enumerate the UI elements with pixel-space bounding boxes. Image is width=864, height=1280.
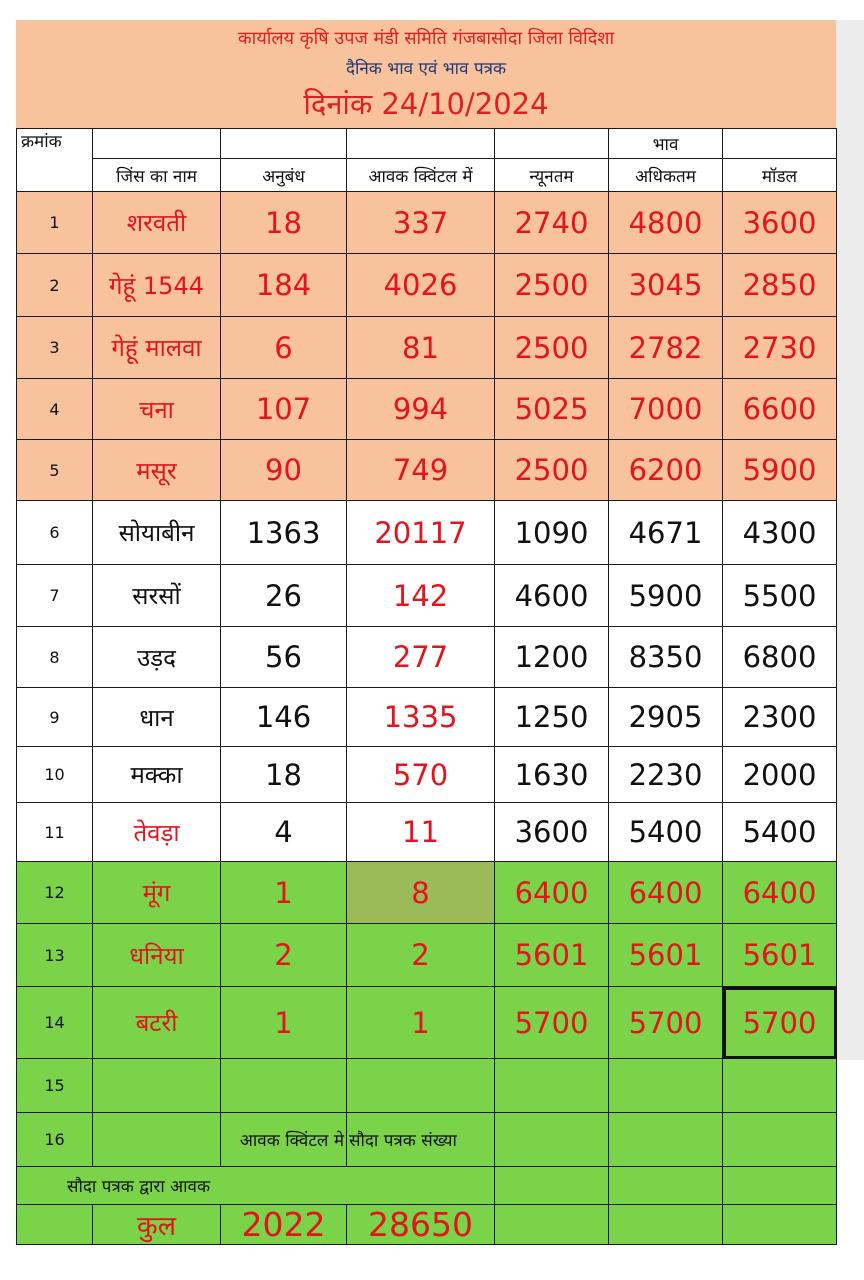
price-sheet xyxy=(16,20,836,1248)
table-row xyxy=(17,627,837,688)
max-price: 2905 xyxy=(609,688,723,747)
max-price: 6400 xyxy=(609,862,723,924)
serial-cell: 9 xyxy=(17,688,93,747)
right-edge-strip xyxy=(836,20,864,1060)
modal-price: 4300 xyxy=(723,501,837,565)
contract-value: 1 xyxy=(221,862,347,924)
table-row xyxy=(17,317,837,379)
arrival-value: 1 xyxy=(347,987,495,1059)
empty-cell xyxy=(609,1205,723,1245)
contract-value: 90 xyxy=(221,440,347,501)
col-modal-header: मॉडल xyxy=(723,159,837,192)
commodity-name: सरसों xyxy=(93,565,221,627)
header-blank xyxy=(93,129,221,159)
modal-price: 6600 xyxy=(723,379,837,440)
total-label: कुल xyxy=(93,1205,221,1245)
table-row xyxy=(17,924,837,987)
max-price: 6200 xyxy=(609,440,723,501)
commodity-name: सोयाबीन xyxy=(93,501,221,565)
max-price: 5601 xyxy=(609,924,723,987)
min-price: 2740 xyxy=(495,192,609,254)
serial-cell: 16 xyxy=(17,1113,93,1167)
table-row xyxy=(17,379,837,440)
serial-cell: 2 xyxy=(17,254,93,317)
contract-value: 56 xyxy=(221,627,347,688)
serial-cell: 1 xyxy=(17,192,93,254)
col-commodity-header: जिंस का नाम xyxy=(93,159,221,192)
col-min-header: न्यूनतम xyxy=(495,159,609,192)
modal-price: 3600 xyxy=(723,192,837,254)
commodity-name: बटरी xyxy=(93,987,221,1059)
min-price: 1090 xyxy=(495,501,609,565)
col-arrival-header: आवक क्विंटल में xyxy=(347,159,495,192)
modal-price: 2300 xyxy=(723,688,837,747)
commodity-name: शरवती xyxy=(93,192,221,254)
empty-cell xyxy=(221,1059,347,1113)
serial-cell: 12 xyxy=(17,862,93,924)
commodity-name: गेहूं मालवा xyxy=(93,317,221,379)
arrival-value: 81 xyxy=(347,317,495,379)
commodity-name: उड़द xyxy=(93,627,221,688)
empty-cell xyxy=(495,1167,609,1205)
serial-cell: 4 xyxy=(17,379,93,440)
arrival-note-label-b: सौदा पत्रक संख्या xyxy=(347,1113,495,1167)
serial-cell: 11 xyxy=(17,803,93,862)
commodity-name: गेहूं 1544 xyxy=(93,254,221,317)
serial-cell: 14 xyxy=(17,987,93,1059)
min-price: 5601 xyxy=(495,924,609,987)
col-serial-header: क्रमांक xyxy=(17,129,93,159)
empty-cell xyxy=(495,1113,609,1167)
min-price: 2500 xyxy=(495,254,609,317)
table-row xyxy=(17,747,837,803)
min-price: 2500 xyxy=(495,440,609,501)
contract-value: 146 xyxy=(221,688,347,747)
office-title: कार्यालय कृषि उपज मंडी समिति गंजबासोदा जिला विदिशा xyxy=(237,28,615,49)
min-price: 1200 xyxy=(495,627,609,688)
total-arrival: 28650 xyxy=(347,1205,495,1245)
commodity-name: धनिया xyxy=(93,924,221,987)
header-blank xyxy=(221,129,347,159)
arrival-value: 20117 xyxy=(347,501,495,565)
max-price: 5400 xyxy=(609,803,723,862)
arrival-value: 11 xyxy=(347,803,495,862)
empty-cell xyxy=(609,1113,723,1167)
arrival-value: 1335 xyxy=(347,688,495,747)
contract-value: 18 xyxy=(221,192,347,254)
sheet-subtitle: दैनिक भाव एवं भाव पत्रक xyxy=(345,59,507,79)
header-row-1 xyxy=(17,129,837,159)
sheet-header xyxy=(16,20,836,128)
min-price: 4600 xyxy=(495,565,609,627)
empty-cell xyxy=(723,1113,837,1167)
min-price: 5700 xyxy=(495,987,609,1059)
contract-value: 26 xyxy=(221,565,347,627)
arrival-value: 277 xyxy=(347,627,495,688)
arrival-value: 8 xyxy=(347,862,495,924)
table-row xyxy=(17,987,837,1059)
max-price: 5700 xyxy=(609,987,723,1059)
serial-cell: 6 xyxy=(17,501,93,565)
serial-cell: 3 xyxy=(17,317,93,379)
contract-value: 4 xyxy=(221,803,347,862)
max-price: 2782 xyxy=(609,317,723,379)
empty-cell xyxy=(609,1167,723,1205)
modal-price: 5900 xyxy=(723,440,837,501)
max-price: 7000 xyxy=(609,379,723,440)
header-blank xyxy=(495,129,609,159)
modal-price: 2850 xyxy=(723,254,837,317)
modal-price: 2730 xyxy=(723,317,837,379)
table-row xyxy=(17,192,837,254)
total-contract: 2022 xyxy=(221,1205,347,1245)
modal-price: 6400 xyxy=(723,862,837,924)
modal-price: 6800 xyxy=(723,627,837,688)
max-price: 4671 xyxy=(609,501,723,565)
modal-price: 5601 xyxy=(723,924,837,987)
contract-value: 1363 xyxy=(221,501,347,565)
commodity-name: तेवड़ा xyxy=(93,803,221,862)
commodity-name: मसूर xyxy=(93,440,221,501)
header-row-2 xyxy=(17,159,837,192)
table-row xyxy=(17,803,837,862)
serial-cell: 10 xyxy=(17,747,93,803)
empty-cell xyxy=(495,1205,609,1245)
empty-cell xyxy=(495,1059,609,1113)
price-table xyxy=(16,128,837,1245)
table-row-16 xyxy=(17,1113,837,1167)
min-price: 6400 xyxy=(495,862,609,924)
contract-value: 184 xyxy=(221,254,347,317)
arrival-value: 749 xyxy=(347,440,495,501)
table-row xyxy=(17,565,837,627)
min-price: 1250 xyxy=(495,688,609,747)
col-price-group-header: भाव xyxy=(609,129,723,159)
contract-value: 18 xyxy=(221,747,347,803)
min-price: 5025 xyxy=(495,379,609,440)
contract-value: 2 xyxy=(221,924,347,987)
modal-price: 5400 xyxy=(723,803,837,862)
contract-value: 1 xyxy=(221,987,347,1059)
serial-cell: 5 xyxy=(17,440,93,501)
min-price: 1630 xyxy=(495,747,609,803)
empty-cell xyxy=(723,1059,837,1113)
arrival-value: 337 xyxy=(347,192,495,254)
max-price: 2230 xyxy=(609,747,723,803)
serial-cell: 7 xyxy=(17,565,93,627)
empty-cell xyxy=(609,1059,723,1113)
empty-cell xyxy=(723,1205,837,1245)
table-row xyxy=(17,862,837,924)
empty-cell xyxy=(93,1113,221,1167)
header-blank xyxy=(347,129,495,159)
footer-label: सौदा पत्रक द्वारा आवक xyxy=(17,1167,495,1205)
modal-price: 2000 xyxy=(723,747,837,803)
modal-price: 5500 xyxy=(723,565,837,627)
serial-cell: 8 xyxy=(17,627,93,688)
sheet-date: दिनांक 24/10/2024 xyxy=(303,87,549,121)
serial-cell: 13 xyxy=(17,924,93,987)
max-price: 5900 xyxy=(609,565,723,627)
serial-cell: 15 xyxy=(17,1059,93,1113)
total-row xyxy=(17,1205,837,1245)
arrival-note-label-a: आवक क्विंटल मे xyxy=(221,1113,347,1167)
table-row xyxy=(17,688,837,747)
table-row xyxy=(17,254,837,317)
commodity-name: मक्का xyxy=(93,747,221,803)
max-price: 4800 xyxy=(609,192,723,254)
empty-cell xyxy=(347,1059,495,1113)
table-row xyxy=(17,440,837,501)
max-price: 8350 xyxy=(609,627,723,688)
commodity-name: चना xyxy=(93,379,221,440)
commodity-name: मूंग xyxy=(93,862,221,924)
table-row xyxy=(17,501,837,565)
arrival-value: 2 xyxy=(347,924,495,987)
header-blank xyxy=(723,129,837,159)
col-contract-header: अनुबंध xyxy=(221,159,347,192)
footer-label-row xyxy=(17,1167,837,1205)
contract-value: 107 xyxy=(221,379,347,440)
max-price: 3045 xyxy=(609,254,723,317)
min-price: 3600 xyxy=(495,803,609,862)
empty-cell xyxy=(93,1059,221,1113)
col-max-header: अधिकतम xyxy=(609,159,723,192)
empty-cell xyxy=(723,1167,837,1205)
arrival-value: 570 xyxy=(347,747,495,803)
arrival-value: 142 xyxy=(347,565,495,627)
table-row-15 xyxy=(17,1059,837,1113)
arrival-value: 4026 xyxy=(347,254,495,317)
min-price: 2500 xyxy=(495,317,609,379)
header-blank xyxy=(17,159,93,192)
empty-cell xyxy=(17,1205,93,1245)
arrival-value: 994 xyxy=(347,379,495,440)
commodity-name: धान xyxy=(93,688,221,747)
contract-value: 6 xyxy=(221,317,347,379)
modal-price: 5700 xyxy=(723,987,837,1059)
